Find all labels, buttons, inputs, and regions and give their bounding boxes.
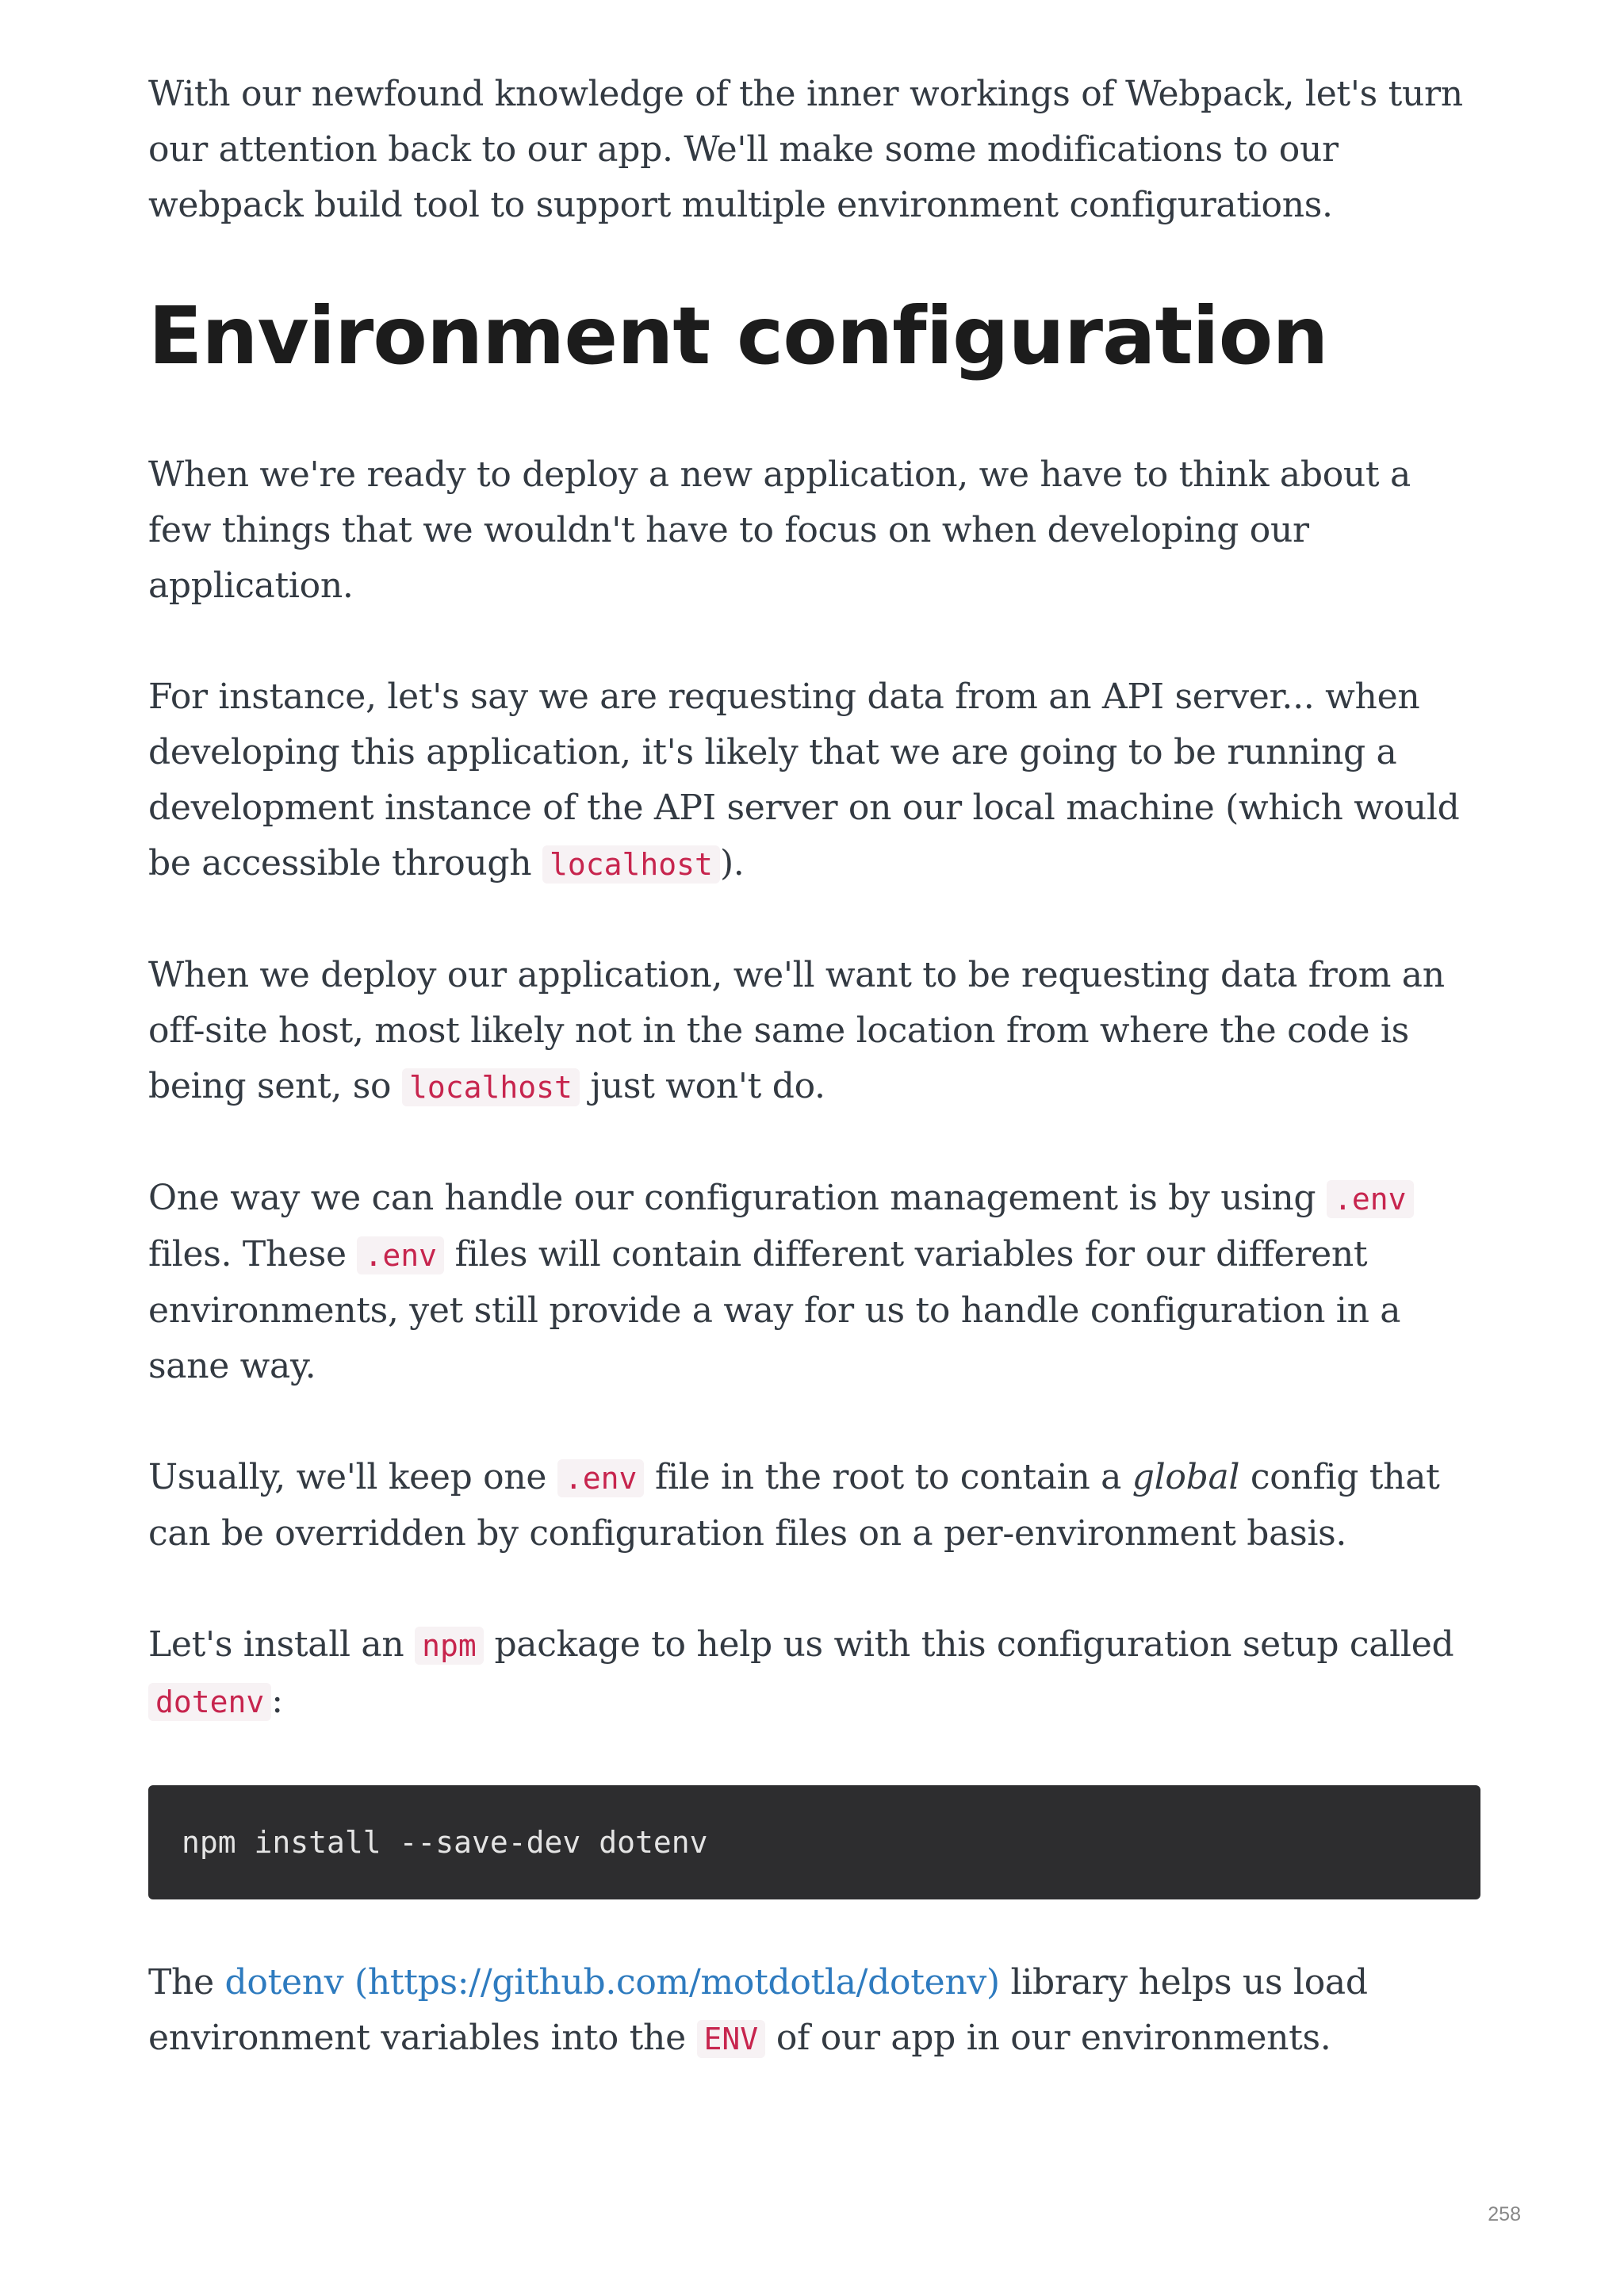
paragraph-env-files xyxy=(148,1171,1480,1394)
intro-paragraph xyxy=(148,67,1480,233)
paragraph-api-server-text: For instance, let's say we are requesting data from an API server... when developing this application, it's likely that we are going to be running a development instance of the API server on our local machine (which would be accessible through xyxy=(148,677,1460,884)
paragraph-env-files-text-2: files. These xyxy=(148,1234,347,1274)
paragraph-install-npm xyxy=(148,1617,1480,1730)
code-block xyxy=(148,1785,1480,1899)
paragraph-env-files-text-3: files will contain different variables for our different environments, yet still provide a way for us to handle configuration in a sane way. xyxy=(148,1234,1401,1386)
paragraph-install-npm-text-2: package to help us with this configuration setup called xyxy=(494,1624,1454,1665)
inline-code-localhost: localhost xyxy=(402,1068,580,1106)
paragraph-install-npm-text-1: Let's install an xyxy=(148,1624,404,1665)
paragraph-deploy-text: When we're ready to deploy a new application, we have to think about a few things that we wouldn't have to focus on when developing our application. xyxy=(148,454,1411,606)
paragraph-dotenv-library xyxy=(148,1955,1480,2067)
paragraph-api-server xyxy=(148,669,1480,892)
paragraph-global-config xyxy=(148,1450,1480,1562)
paragraph-dotenv-library-text-3: of our app in our environments. xyxy=(776,2018,1331,2058)
page-number: 258 xyxy=(1488,2203,1521,2225)
inline-code-env: .env xyxy=(357,1236,444,1274)
paragraph-offsite-host-after: just won't do. xyxy=(590,1066,825,1106)
inline-code-env: .env xyxy=(557,1459,645,1497)
paragraph-global-config-text-3: config that can be overridden by configuration files on a per-environment basis. xyxy=(148,1457,1440,1554)
inline-code-env-upper: ENV xyxy=(697,2020,766,2058)
inline-code-dotenv: dotenv xyxy=(148,1683,271,1721)
paragraph-env-files-text-1: One way we can handle our configuration management is by using xyxy=(148,1178,1316,1218)
paragraph-global-config-text-1: Usually, we'll keep one xyxy=(148,1457,547,1497)
paragraph-dotenv-library-text-1: The xyxy=(148,1962,214,2003)
emphasis-global: global xyxy=(1132,1457,1240,1497)
inline-code-env: .env xyxy=(1327,1180,1414,1218)
intro-text: With our newfound knowledge of the inner workings of Webpack, let's turn our attention back to our app. We'll make some modifications to our webpack build tool to support multiple environment configurations. xyxy=(148,74,1463,225)
page-content xyxy=(148,67,1480,2122)
dotenv-link[interactable]: dotenv (https://github.com/motdotla/dotenv) xyxy=(224,1962,1000,2003)
section-heading: Environment configuration xyxy=(148,289,1328,382)
paragraph-global-config-text-2: file in the root to contain a xyxy=(655,1457,1122,1497)
inline-code-localhost: localhost xyxy=(542,845,720,884)
paragraph-install-npm-after: : xyxy=(271,1681,283,1721)
code-block-text: npm install --save-dev dotenv xyxy=(182,1825,708,1860)
paragraph-deploy xyxy=(148,447,1480,614)
paragraph-offsite-host-text: When we deploy our application, we'll want to be requesting data from an off-site host, most likely not in the same location from where the code is being sent, so xyxy=(148,955,1445,1106)
paragraph-dotenv-library-text-2: library helps us load environment variables into the xyxy=(148,1962,1368,2058)
paragraph-api-server-after: ). xyxy=(719,843,745,884)
inline-code-npm: npm xyxy=(415,1627,484,1665)
paragraph-offsite-host xyxy=(148,948,1480,1115)
